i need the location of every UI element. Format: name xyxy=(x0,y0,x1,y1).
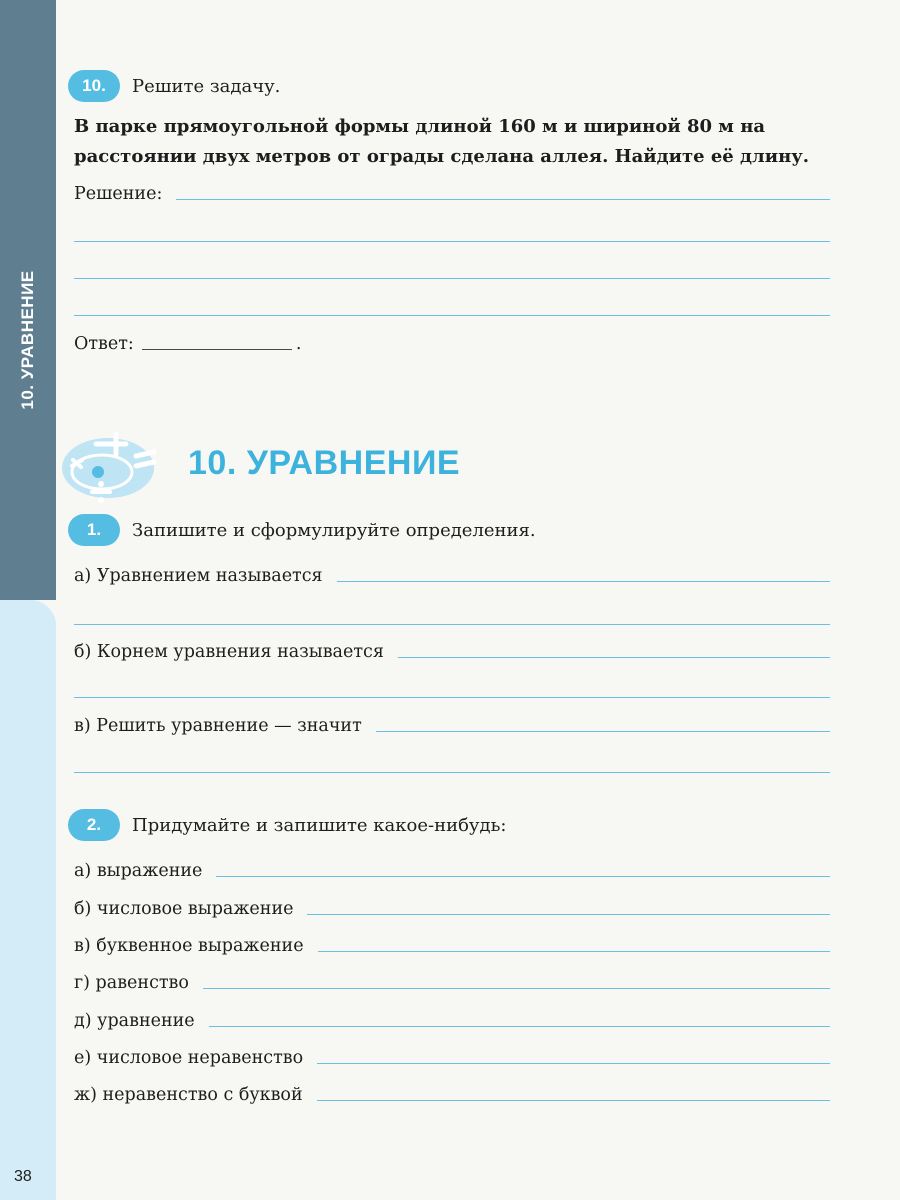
problem-text: В парке прямоугольной формы длиной 160 м и шириной 80 м на расстоянии двух метров от ограды сделана аллея. Найдите её длину. xyxy=(74,116,810,167)
example-line[interactable] xyxy=(203,987,830,989)
definition-line[interactable] xyxy=(398,656,830,658)
sidebar-light-band xyxy=(0,600,56,1200)
task-1-header xyxy=(68,514,536,546)
page-number: 38 xyxy=(14,1168,32,1185)
example-line[interactable] xyxy=(317,1062,830,1064)
example-row[interactable] xyxy=(74,973,830,993)
answer-label: Ответ: xyxy=(74,334,134,354)
task-title: Решите задачу. xyxy=(132,75,281,97)
definition-blank-line[interactable] xyxy=(74,697,830,698)
sidebar-section-label: 10. УРАВНЕНИЕ xyxy=(18,270,37,410)
example-row[interactable] xyxy=(74,936,830,956)
example-line[interactable] xyxy=(317,1099,830,1101)
example-label: ж) неравенство с буквой xyxy=(74,1085,303,1105)
definition-row[interactable] xyxy=(74,716,830,736)
solution-blank-line[interactable] xyxy=(74,278,830,279)
definition-label: а) Уравнением называется xyxy=(74,566,323,586)
definition-line[interactable] xyxy=(376,730,830,732)
definition-label: б) Корнем уравнения называется xyxy=(74,642,384,662)
example-line[interactable] xyxy=(209,1025,830,1027)
example-line[interactable] xyxy=(216,875,830,877)
example-label: в) буквенное выражение xyxy=(74,936,304,956)
solution-blank-line[interactable] xyxy=(74,315,830,316)
task-title: Запишите и сформулируйте определения. xyxy=(132,519,536,541)
example-label: г) равенство xyxy=(74,973,189,993)
example-row[interactable] xyxy=(74,899,830,919)
example-row[interactable] xyxy=(74,1011,830,1031)
example-row[interactable] xyxy=(74,1048,830,1068)
solution-line[interactable] xyxy=(176,198,830,200)
task-number-badge: 2. xyxy=(68,809,120,841)
solution-blank-line[interactable] xyxy=(74,241,830,242)
definition-blank-line[interactable] xyxy=(74,624,830,625)
section-title: 10. УРАВНЕНИЕ xyxy=(188,444,461,482)
example-line[interactable] xyxy=(318,950,830,952)
definition-row[interactable] xyxy=(74,642,830,662)
task-number-badge: 10. xyxy=(68,70,120,102)
task-10-header xyxy=(68,70,280,102)
example-label: д) уравнение xyxy=(74,1011,195,1031)
solution-label: Решение: xyxy=(74,184,163,204)
example-row[interactable] xyxy=(74,1085,830,1105)
example-label: а) выражение xyxy=(74,861,203,881)
example-row[interactable] xyxy=(74,861,830,881)
answer-suffix: . xyxy=(295,334,302,354)
answer-line[interactable] xyxy=(142,349,292,350)
example-label: б) числовое выражение xyxy=(74,899,294,919)
math-operations-icon xyxy=(58,420,178,510)
example-line[interactable] xyxy=(307,913,830,915)
task-2-header xyxy=(68,809,506,841)
solution-row[interactable] xyxy=(74,184,830,204)
definition-blank-line[interactable] xyxy=(74,772,830,773)
example-label: е) числовое неравенство xyxy=(74,1048,304,1068)
definition-label: в) Решить уравнение — значит xyxy=(74,716,362,736)
task-number-badge: 1. xyxy=(68,514,120,546)
task-title: Придумайте и запишите какое-нибудь: xyxy=(132,814,507,836)
answer-row[interactable] xyxy=(74,334,301,354)
definition-line[interactable] xyxy=(337,580,830,582)
definition-row[interactable] xyxy=(74,566,830,586)
